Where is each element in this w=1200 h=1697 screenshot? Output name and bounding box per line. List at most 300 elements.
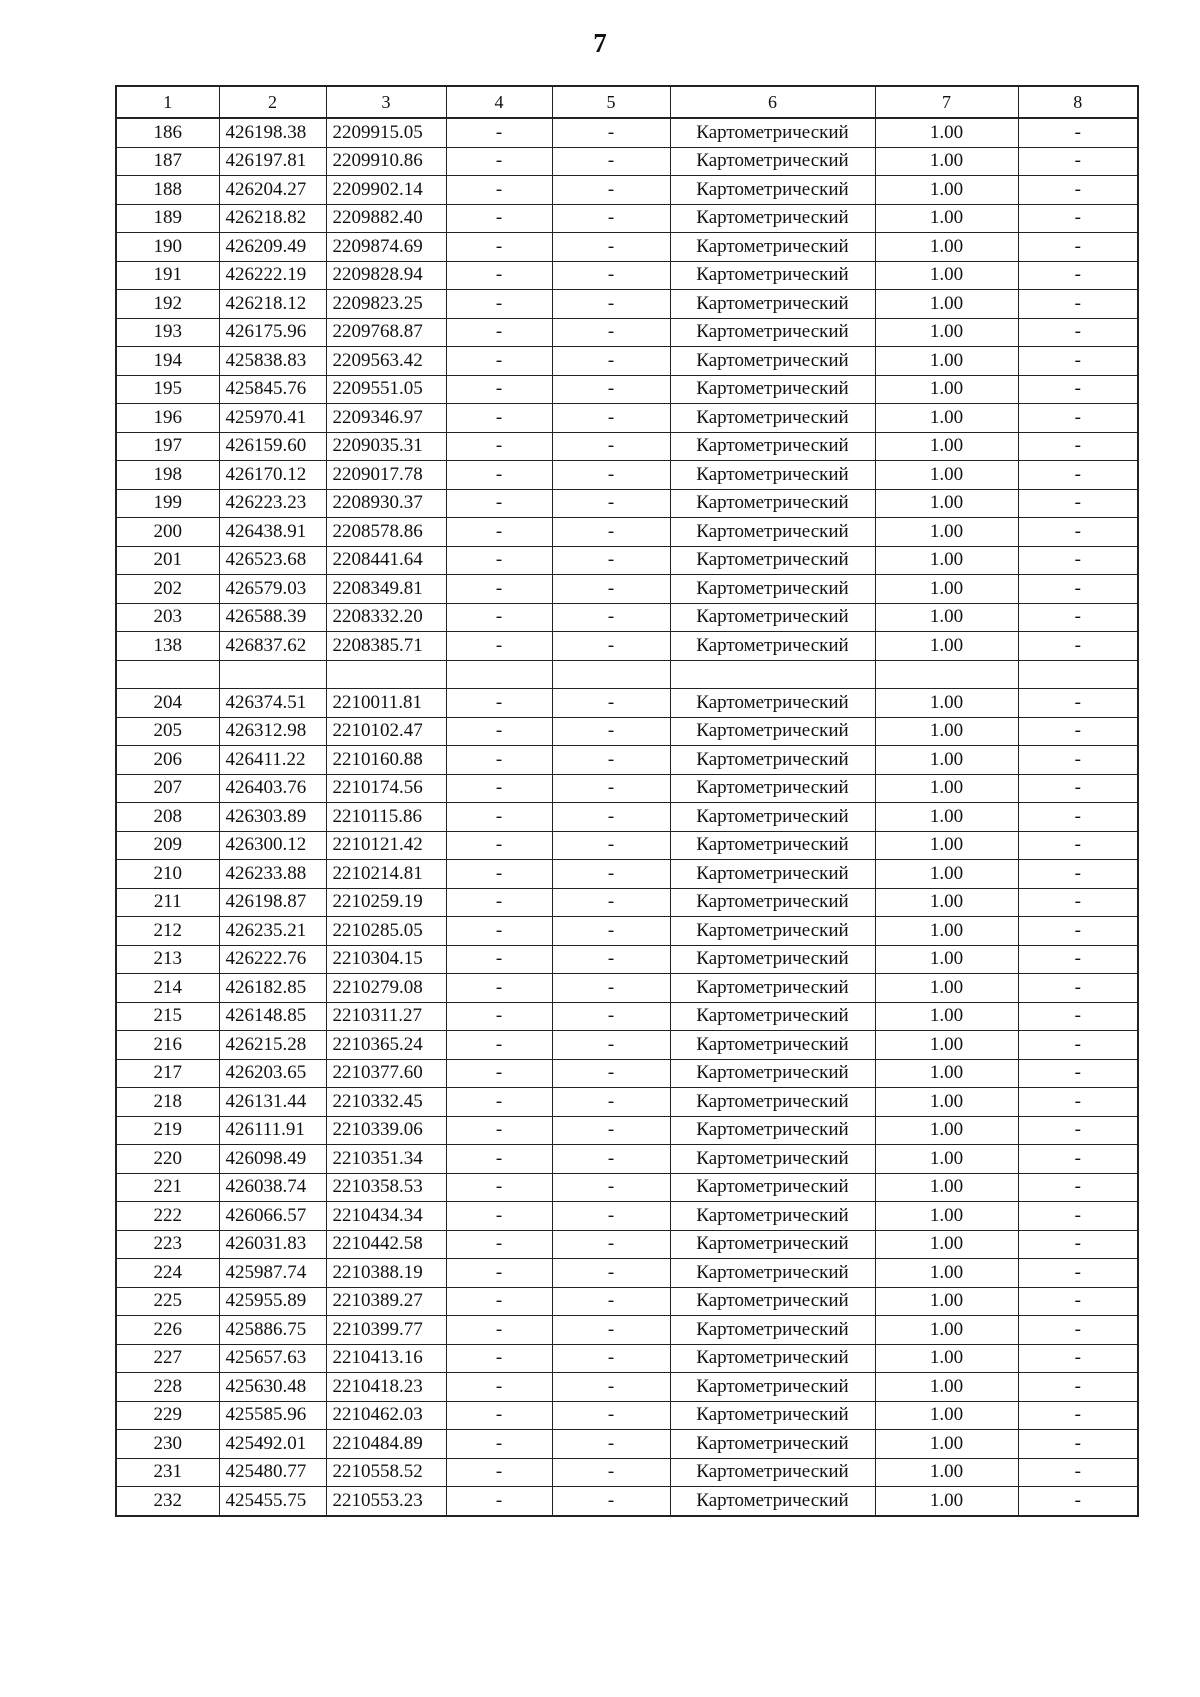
cell-method: Картометрический [670, 1059, 875, 1088]
cell-col4 [446, 660, 552, 689]
cell-y-coordinate: 2210102.47 [326, 717, 446, 746]
cell-y-coordinate: 2209882.40 [326, 204, 446, 233]
cell-col8: - [1018, 318, 1138, 347]
cell-method: Картометрический [670, 1031, 875, 1060]
cell-accuracy: 1.00 [875, 233, 1018, 262]
table-row [116, 1202, 1138, 1231]
table-row [116, 404, 1138, 433]
cell-col8: - [1018, 774, 1138, 803]
table-row [116, 261, 1138, 290]
cell-method: Картометрический [670, 945, 875, 974]
cell-method: Картометрический [670, 860, 875, 889]
cell-x-coordinate: 426031.83 [219, 1230, 326, 1259]
coordinates-table [115, 85, 1139, 1517]
cell-y-coordinate: 2210279.08 [326, 974, 446, 1003]
cell-col8: - [1018, 546, 1138, 575]
cell-col5: - [552, 1230, 670, 1259]
cell-point-number: 223 [116, 1230, 219, 1259]
cell-col8: - [1018, 404, 1138, 433]
cell-method: Картометрический [670, 1259, 875, 1288]
cell-y-coordinate: 2209017.78 [326, 461, 446, 490]
cell-method: Картометрический [670, 147, 875, 176]
cell-y-coordinate: 2210011.81 [326, 689, 446, 718]
cell-col4: - [446, 518, 552, 547]
cell-y-coordinate: 2210434.34 [326, 1202, 446, 1231]
cell-y-coordinate: 2208441.64 [326, 546, 446, 575]
cell-x-coordinate: 426438.91 [219, 518, 326, 547]
table-row [116, 1031, 1138, 1060]
cell-y-coordinate: 2209874.69 [326, 233, 446, 262]
cell-accuracy: 1.00 [875, 575, 1018, 604]
cell-point-number: 187 [116, 147, 219, 176]
cell-y-coordinate: 2210365.24 [326, 1031, 446, 1060]
cell-x-coordinate: 426837.62 [219, 632, 326, 661]
cell-accuracy: 1.00 [875, 546, 1018, 575]
cell-col4: - [446, 1059, 552, 1088]
cell-point-number: 198 [116, 461, 219, 490]
cell-y-coordinate: 2208332.20 [326, 603, 446, 632]
cell-y-coordinate: 2209902.14 [326, 176, 446, 205]
table-row [116, 1088, 1138, 1117]
cell-y-coordinate: 2210174.56 [326, 774, 446, 803]
cell-col8: - [1018, 261, 1138, 290]
cell-col4: - [446, 147, 552, 176]
cell-point-number: 204 [116, 689, 219, 718]
cell-y-coordinate: 2210399.77 [326, 1316, 446, 1345]
cell-col5: - [552, 1145, 670, 1174]
cell-y-coordinate: 2210377.60 [326, 1059, 446, 1088]
cell-col4: - [446, 632, 552, 661]
table-row [116, 176, 1138, 205]
cell-col4: - [446, 546, 552, 575]
cell-y-coordinate: 2210358.53 [326, 1173, 446, 1202]
cell-col5: - [552, 1373, 670, 1402]
cell-col4: - [446, 831, 552, 860]
cell-accuracy: 1.00 [875, 1430, 1018, 1459]
cell-point-number: 207 [116, 774, 219, 803]
cell-accuracy: 1.00 [875, 204, 1018, 233]
cell-y-coordinate: 2210160.88 [326, 746, 446, 775]
cell-point-number: 188 [116, 176, 219, 205]
cell-point-number: 202 [116, 575, 219, 604]
cell-point-number: 200 [116, 518, 219, 547]
cell-accuracy: 1.00 [875, 1401, 1018, 1430]
table-row [116, 518, 1138, 547]
cell-col4: - [446, 1088, 552, 1117]
cell-col5: - [552, 1430, 670, 1459]
cell-x-coordinate: 426111.91 [219, 1116, 326, 1145]
cell-method: Картометрический [670, 974, 875, 1003]
cell-col8 [1018, 660, 1138, 689]
cell-col4: - [446, 432, 552, 461]
table-row [116, 689, 1138, 718]
cell-col5: - [552, 1259, 670, 1288]
cell-col5: - [552, 575, 670, 604]
cell-col5: - [552, 290, 670, 319]
cell-method: Картометрический [670, 1458, 875, 1487]
cell-col4: - [446, 261, 552, 290]
cell-method: Картометрический [670, 717, 875, 746]
cell-accuracy: 1.00 [875, 774, 1018, 803]
cell-col8: - [1018, 1088, 1138, 1117]
cell-col4: - [446, 375, 552, 404]
cell-x-coordinate: 426198.87 [219, 888, 326, 917]
cell-y-coordinate: 2210121.42 [326, 831, 446, 860]
cell-col4: - [446, 1430, 552, 1459]
table-row [116, 318, 1138, 347]
cell-accuracy: 1.00 [875, 1002, 1018, 1031]
cell-x-coordinate: 426312.98 [219, 717, 326, 746]
column-header-3: 3 [326, 86, 446, 118]
cell-col8: - [1018, 1230, 1138, 1259]
cell-accuracy: 1.00 [875, 118, 1018, 147]
cell-accuracy: 1.00 [875, 1059, 1018, 1088]
table-row [116, 1059, 1138, 1088]
cell-col5: - [552, 717, 670, 746]
cell-accuracy: 1.00 [875, 746, 1018, 775]
cell-col5: - [552, 375, 670, 404]
table-row [116, 233, 1138, 262]
table-row [116, 888, 1138, 917]
cell-y-coordinate: 2210115.86 [326, 803, 446, 832]
table-row [116, 1373, 1138, 1402]
cell-method: Картометрический [670, 461, 875, 490]
cell-x-coordinate: 426098.49 [219, 1145, 326, 1174]
cell-x-coordinate: 426300.12 [219, 831, 326, 860]
cell-x-coordinate: 425886.75 [219, 1316, 326, 1345]
cell-accuracy: 1.00 [875, 689, 1018, 718]
cell-y-coordinate [326, 660, 446, 689]
cell-method: Картометрический [670, 1116, 875, 1145]
cell-method: Картометрический [670, 1173, 875, 1202]
cell-col5: - [552, 974, 670, 1003]
cell-col8: - [1018, 1344, 1138, 1373]
cell-method: Картометрический [670, 404, 875, 433]
cell-x-coordinate: 425630.48 [219, 1373, 326, 1402]
cell-col5: - [552, 147, 670, 176]
cell-point-number: 218 [116, 1088, 219, 1117]
cell-x-coordinate: 425455.75 [219, 1487, 326, 1516]
cell-method: Картометрический [670, 432, 875, 461]
cell-point-number: 225 [116, 1287, 219, 1316]
cell-x-coordinate: 425838.83 [219, 347, 326, 376]
cell-x-coordinate: 426235.21 [219, 917, 326, 946]
cell-col8: - [1018, 1116, 1138, 1145]
table-row [116, 860, 1138, 889]
cell-col8: - [1018, 518, 1138, 547]
cell-col8: - [1018, 1430, 1138, 1459]
table-row [116, 746, 1138, 775]
cell-method: Картометрический [670, 575, 875, 604]
cell-point-number: 206 [116, 746, 219, 775]
cell-y-coordinate: 2210442.58 [326, 1230, 446, 1259]
cell-col4: - [446, 233, 552, 262]
cell-x-coordinate: 426204.27 [219, 176, 326, 205]
cell-x-coordinate [219, 660, 326, 689]
cell-col4: - [446, 1116, 552, 1145]
cell-accuracy: 1.00 [875, 603, 1018, 632]
cell-accuracy: 1.00 [875, 1259, 1018, 1288]
cell-y-coordinate: 2210413.16 [326, 1344, 446, 1373]
cell-y-coordinate: 2209915.05 [326, 118, 446, 147]
cell-point-number: 224 [116, 1259, 219, 1288]
cell-y-coordinate: 2210418.23 [326, 1373, 446, 1402]
cell-col4: - [446, 118, 552, 147]
cell-col5: - [552, 118, 670, 147]
cell-x-coordinate: 426403.76 [219, 774, 326, 803]
cell-col8: - [1018, 176, 1138, 205]
cell-accuracy: 1.00 [875, 176, 1018, 205]
cell-x-coordinate: 425657.63 [219, 1344, 326, 1373]
cell-col8: - [1018, 575, 1138, 604]
cell-point-number: 214 [116, 974, 219, 1003]
cell-x-coordinate: 425970.41 [219, 404, 326, 433]
table-body [116, 86, 1138, 1516]
cell-accuracy: 1.00 [875, 1088, 1018, 1117]
table-row [116, 204, 1138, 233]
cell-method: Картометрический [670, 1344, 875, 1373]
cell-col5: - [552, 860, 670, 889]
cell-y-coordinate: 2210332.45 [326, 1088, 446, 1117]
cell-col5: - [552, 318, 670, 347]
column-header-6: 6 [670, 86, 875, 118]
cell-y-coordinate: 2209823.25 [326, 290, 446, 319]
cell-accuracy: 1.00 [875, 1230, 1018, 1259]
cell-point-number: 219 [116, 1116, 219, 1145]
cell-col4: - [446, 888, 552, 917]
cell-col8: - [1018, 632, 1138, 661]
cell-x-coordinate: 426197.81 [219, 147, 326, 176]
cell-accuracy: 1.00 [875, 1116, 1018, 1145]
table-row [116, 945, 1138, 974]
cell-point-number: 186 [116, 118, 219, 147]
cell-accuracy: 1.00 [875, 404, 1018, 433]
cell-x-coordinate: 426198.38 [219, 118, 326, 147]
table-row [116, 774, 1138, 803]
table-row [116, 1287, 1138, 1316]
cell-accuracy: 1.00 [875, 1487, 1018, 1516]
cell-y-coordinate: 2209551.05 [326, 375, 446, 404]
cell-col4: - [446, 1401, 552, 1430]
cell-y-coordinate: 2210285.05 [326, 917, 446, 946]
cell-col5: - [552, 233, 670, 262]
cell-x-coordinate: 426579.03 [219, 575, 326, 604]
table-row [116, 461, 1138, 490]
cell-col5: - [552, 1059, 670, 1088]
cell-x-coordinate: 425492.01 [219, 1430, 326, 1459]
cell-x-coordinate: 426523.68 [219, 546, 326, 575]
cell-method: Картометрический [670, 774, 875, 803]
cell-col5: - [552, 774, 670, 803]
cell-x-coordinate: 426209.49 [219, 233, 326, 262]
cell-col4: - [446, 404, 552, 433]
cell-method: Картометрический [670, 546, 875, 575]
cell-y-coordinate: 2210339.06 [326, 1116, 446, 1145]
cell-accuracy: 1.00 [875, 347, 1018, 376]
cell-y-coordinate: 2209035.31 [326, 432, 446, 461]
table-row [116, 1145, 1138, 1174]
column-header-8: 8 [1018, 86, 1138, 118]
cell-accuracy: 1.00 [875, 1173, 1018, 1202]
cell-y-coordinate: 2209563.42 [326, 347, 446, 376]
column-header-4: 4 [446, 86, 552, 118]
cell-accuracy: 1.00 [875, 1287, 1018, 1316]
cell-accuracy: 1.00 [875, 1202, 1018, 1231]
cell-col5: - [552, 831, 670, 860]
cell-y-coordinate: 2210214.81 [326, 860, 446, 889]
cell-x-coordinate: 426222.19 [219, 261, 326, 290]
table-row [116, 1316, 1138, 1345]
cell-accuracy: 1.00 [875, 1031, 1018, 1060]
cell-col8: - [1018, 945, 1138, 974]
cell-x-coordinate: 425955.89 [219, 1287, 326, 1316]
table-row [116, 1401, 1138, 1430]
cell-col8: - [1018, 1031, 1138, 1060]
cell-x-coordinate: 426233.88 [219, 860, 326, 889]
cell-y-coordinate: 2209768.87 [326, 318, 446, 347]
cell-col4: - [446, 746, 552, 775]
table-row [116, 1002, 1138, 1031]
cell-col8: - [1018, 1259, 1138, 1288]
cell-col4: - [446, 1202, 552, 1231]
cell-point-number: 221 [116, 1173, 219, 1202]
cell-col8: - [1018, 717, 1138, 746]
cell-method: Картометрический [670, 632, 875, 661]
cell-col4: - [446, 1002, 552, 1031]
cell-accuracy: 1.00 [875, 717, 1018, 746]
table-row [116, 1259, 1138, 1288]
cell-accuracy: 1.00 [875, 917, 1018, 946]
cell-col5: - [552, 461, 670, 490]
cell-point-number: 194 [116, 347, 219, 376]
cell-col8: - [1018, 1173, 1138, 1202]
page-number: 7 [593, 28, 607, 58]
cell-point-number: 205 [116, 717, 219, 746]
cell-col5: - [552, 603, 670, 632]
cell-col5: - [552, 1287, 670, 1316]
cell-accuracy: 1.00 [875, 147, 1018, 176]
cell-method: Картометрический [670, 1202, 875, 1231]
cell-col4: - [446, 1344, 552, 1373]
cell-col5: - [552, 261, 670, 290]
cell-col4: - [446, 1316, 552, 1345]
cell-method: Картометрический [670, 118, 875, 147]
cell-col4: - [446, 489, 552, 518]
cell-point-number: 222 [116, 1202, 219, 1231]
cell-col4: - [446, 1230, 552, 1259]
cell-point-number: 189 [116, 204, 219, 233]
table-header-row [116, 86, 1138, 118]
cell-x-coordinate: 425987.74 [219, 1259, 326, 1288]
cell-point-number: 231 [116, 1458, 219, 1487]
cell-method: Картометрический [670, 917, 875, 946]
cell-method: Картометрический [670, 233, 875, 262]
cell-method: Картометрический [670, 1316, 875, 1345]
cell-point-number: 217 [116, 1059, 219, 1088]
cell-point-number: 212 [116, 917, 219, 946]
cell-col8: - [1018, 1002, 1138, 1031]
cell-col5: - [552, 689, 670, 718]
cell-y-coordinate: 2208385.71 [326, 632, 446, 661]
column-header-2: 2 [219, 86, 326, 118]
cell-accuracy: 1.00 [875, 432, 1018, 461]
cell-col5: - [552, 1344, 670, 1373]
cell-accuracy: 1.00 [875, 803, 1018, 832]
cell-col8: - [1018, 1316, 1138, 1345]
cell-col4: - [446, 803, 552, 832]
cell-col8: - [1018, 1401, 1138, 1430]
cell-col4: - [446, 974, 552, 1003]
cell-col4: - [446, 204, 552, 233]
cell-col8: - [1018, 147, 1138, 176]
cell-col5: - [552, 489, 670, 518]
cell-method: Картометрический [670, 603, 875, 632]
cell-y-coordinate: 2208578.86 [326, 518, 446, 547]
cell-col4: - [446, 689, 552, 718]
cell-col5: - [552, 1116, 670, 1145]
cell-point-number: 210 [116, 860, 219, 889]
cell-x-coordinate: 426038.74 [219, 1173, 326, 1202]
cell-col4: - [446, 774, 552, 803]
cell-point-number: 191 [116, 261, 219, 290]
cell-point-number: 220 [116, 1145, 219, 1174]
cell-accuracy: 1.00 [875, 318, 1018, 347]
cell-accuracy: 1.00 [875, 375, 1018, 404]
cell-col5: - [552, 1401, 670, 1430]
cell-x-coordinate: 426066.57 [219, 1202, 326, 1231]
cell-point-number: 203 [116, 603, 219, 632]
cell-col8: - [1018, 1373, 1138, 1402]
cell-col8: - [1018, 860, 1138, 889]
cell-method: Картометрический [670, 1088, 875, 1117]
cell-x-coordinate: 426374.51 [219, 689, 326, 718]
cell-col5: - [552, 1487, 670, 1516]
cell-col5: - [552, 347, 670, 376]
cell-col5: - [552, 945, 670, 974]
cell-y-coordinate: 2209346.97 [326, 404, 446, 433]
cell-col8: - [1018, 204, 1138, 233]
cell-x-coordinate: 426182.85 [219, 974, 326, 1003]
cell-x-coordinate: 426131.44 [219, 1088, 326, 1117]
cell-point-number: 226 [116, 1316, 219, 1345]
cell-method: Картометрический [670, 1430, 875, 1459]
cell-accuracy: 1.00 [875, 945, 1018, 974]
table-row [116, 290, 1138, 319]
table-row [116, 575, 1138, 604]
cell-col8: - [1018, 489, 1138, 518]
cell-col5: - [552, 546, 670, 575]
cell-point-number: 190 [116, 233, 219, 262]
cell-x-coordinate: 426159.60 [219, 432, 326, 461]
cell-accuracy: 1.00 [875, 974, 1018, 1003]
cell-col5: - [552, 432, 670, 461]
cell-x-coordinate: 425585.96 [219, 1401, 326, 1430]
cell-y-coordinate: 2210304.15 [326, 945, 446, 974]
cell-col4: - [446, 917, 552, 946]
cell-point-number: 209 [116, 831, 219, 860]
cell-col4: - [446, 290, 552, 319]
cell-col4: - [446, 945, 552, 974]
table-row [116, 375, 1138, 404]
cell-col8: - [1018, 917, 1138, 946]
cell-col5 [552, 660, 670, 689]
cell-y-coordinate: 2209828.94 [326, 261, 446, 290]
cell-accuracy: 1.00 [875, 290, 1018, 319]
cell-accuracy: 1.00 [875, 1145, 1018, 1174]
cell-x-coordinate: 426588.39 [219, 603, 326, 632]
cell-point-number: 230 [116, 1430, 219, 1459]
table-row [116, 1116, 1138, 1145]
